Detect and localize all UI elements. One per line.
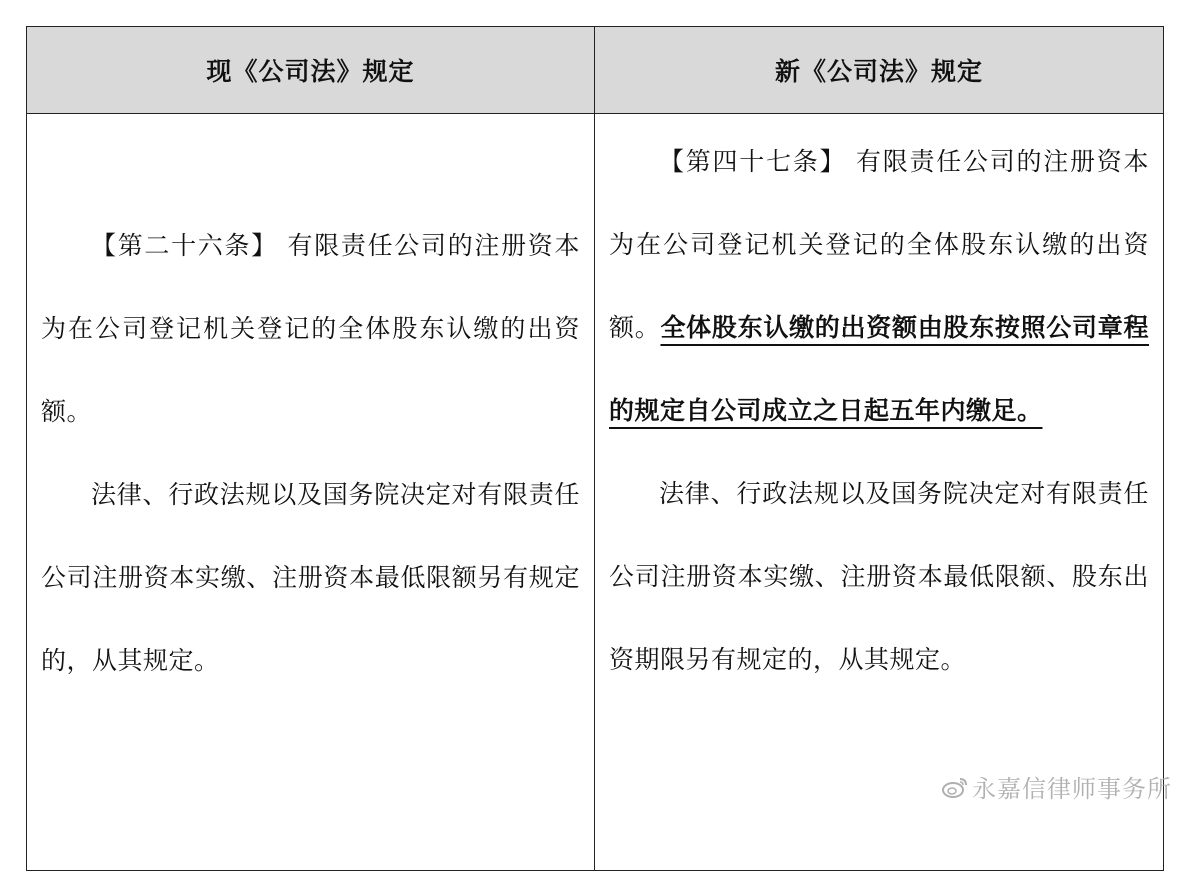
- current-exception-clause: 法律、行政法规以及国务院决定对有限责任公司注册资本实缴、注册资本最低限额另有规定的，从其规定。: [41, 480, 580, 675]
- watermark: [942, 769, 1172, 804]
- new-article-47-text: 【第四十七条】 有限责任公司的注册资本为在公司登记机关登记的全体股东认缴的出资额。: [609, 147, 1149, 342]
- header-row: [27, 27, 1164, 114]
- new-law-cell: [595, 114, 1164, 871]
- weibo-icon: [942, 776, 968, 798]
- new-exception-clause: 法律、行政法规以及国务院决定对有限责任公司注册资本实缴、注册资本最低限额、股东出资期限另有规定的，从其规定。: [609, 479, 1149, 674]
- watermark-text: 永嘉信律师事务所: [972, 775, 1172, 803]
- content-row: [27, 114, 1164, 871]
- current-article-26: 【第二十六条】 有限责任公司的注册资本为在公司登记机关登记的全体股东认缴的出资额。: [41, 231, 580, 426]
- header-new-law: 新《公司法》规定: [595, 27, 1164, 114]
- comparison-table-wrapper: [26, 26, 1163, 779]
- new-article-47: [609, 120, 1149, 452]
- new-article-47-emphasis: 全体股东认缴的出资额由股东按照公司章程的规定自公司成立之日起五年内缴足。: [609, 313, 1149, 425]
- current-law-cell: [27, 114, 595, 871]
- comparison-table: [26, 26, 1164, 871]
- header-current-law: 现《公司法》规定: [27, 27, 595, 114]
